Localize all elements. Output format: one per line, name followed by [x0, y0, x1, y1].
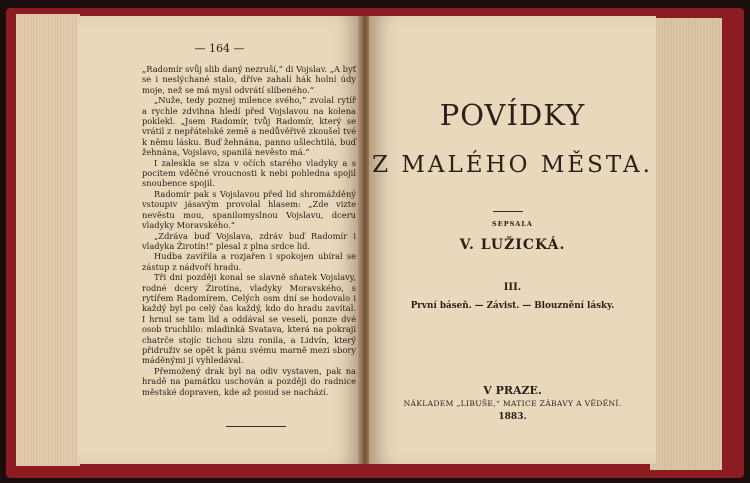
left-page	[78, 16, 361, 464]
paragraph: Přemožený drak byl na odiv vystaven, pak na hradě na památku uschován a později do radnice městské dopraven, kde až posud se nachází.	[142, 365, 356, 397]
publication-city: V PRAZE.	[483, 384, 542, 397]
title-line-2: Z MALÉHO MĚSTA.	[372, 152, 653, 178]
paragraph: „Radomír svůj slib daný nezruší,“ di Vojslav. „A byť se i neslýchané stalo, dříve zahalí hák holní údy moje, než se má mysl odvrátí slíbeného.“	[142, 64, 356, 95]
title-rule	[493, 211, 523, 212]
page-number: — 164 —	[194, 42, 245, 55]
story-text	[142, 64, 356, 397]
paragraph: „Zdráva buď Vojslava, zdráv buď Radomír i vladyka Žirotín!“ plesal z plna srdce lid.	[142, 230, 356, 251]
paragraph: Tři dni později konal se slavně sňatek Vojslavy, rodné dcery Žirotína, vladyky Moravského, s rytířem Radomírem. Celých osm dní se hodovalo i každý byl po celý čas každý, kdo do hradu zavítal. I hrnul se tam lid a oddával se veselí, ponze dvé osob truchlilo: mladinká Svatava, která na pokraji chatrče stojíc tichou slzu ronila, a Lidvín, který přidruživ se opět k pánu svému marně mezi sbory máděnými jí vyhledával.	[142, 272, 356, 366]
left-page-edges	[16, 14, 80, 466]
paragraph: Radomír pak s Vojslavou před lid shromážděný vstoupiv jásavým provolal hlasem: „Zde vizte nevěstu mou, spanilomyslnou Vojslavu, dceru vladyky Moravského.“	[142, 188, 356, 231]
byline-label: SEPSALA	[492, 220, 533, 228]
publisher-line: NÁKLADEM „LIBUŠE,“ MATICE ZÁBAVY A VĚDĚNÍ.	[403, 399, 622, 408]
end-rule	[226, 426, 286, 427]
author-name: V. LUŽICKÁ.	[459, 237, 566, 253]
title-page	[369, 16, 656, 464]
title-line-1: POVÍDKY	[439, 98, 586, 132]
volume-number: III.	[503, 282, 522, 293]
paragraph: Hudba zavířila a rozjařen i spokojen ubíral se zástup z nádvoří hradu.	[142, 251, 356, 272]
paragraph: I zaleskla se slza v očích starého vladyky a s pocitem vděčné vroucnosti k nebi pohledna spojil snoubence spojil.	[142, 157, 356, 189]
publication-year: 1883.	[498, 412, 527, 422]
contents-line: První báseň. — Závist. — Blouznění lásky.	[410, 301, 615, 311]
right-page-edges	[650, 18, 722, 470]
paragraph: „Nuže, tedy poznej milence svého,“ zvolal rytíř a rychle zdvihna hledí před Vojslavou na kolena poklekl. „Jsem Radomír, tvůj Radomír, který se vrátil z nepřátelské země a nedůvěřivě zkoušel tvé k němu lásku. Buď žehnána, panno ušlechtilá, buď žehnána, Vojslavo, spanilá nevěsto má.“	[142, 95, 356, 158]
